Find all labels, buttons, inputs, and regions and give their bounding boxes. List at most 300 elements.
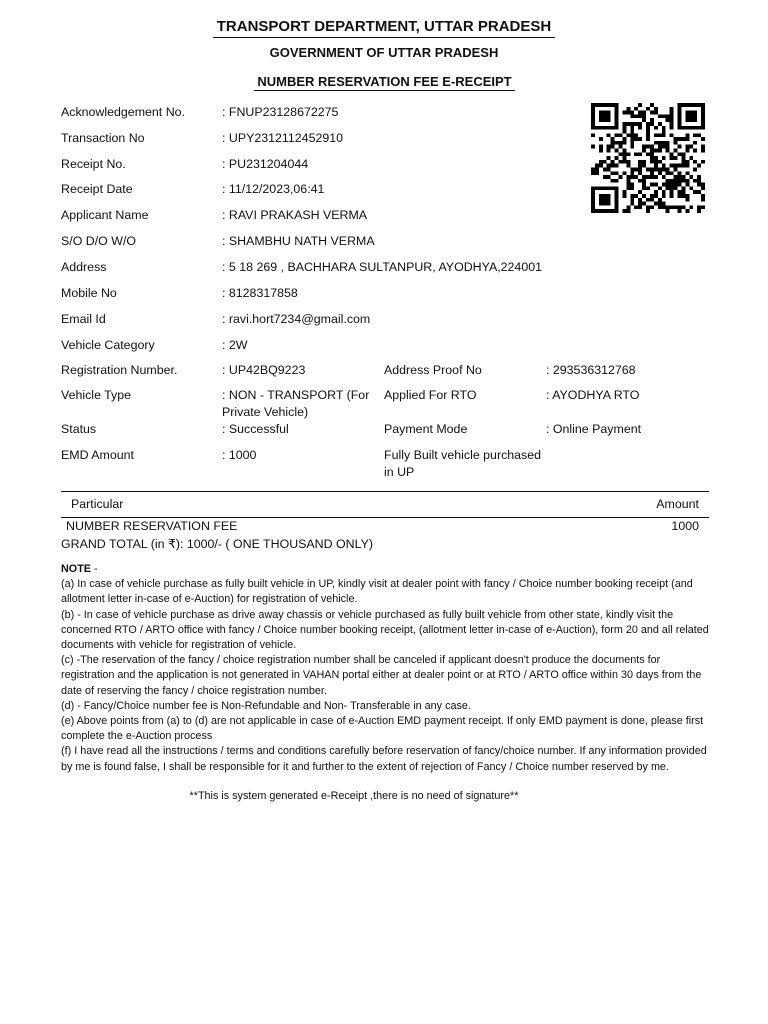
qr-module: [630, 194, 634, 198]
qr-module: [701, 111, 705, 115]
qr-module: [654, 164, 658, 168]
qr-module: [685, 145, 689, 149]
qr-module: [599, 118, 603, 122]
qr-module: [630, 171, 634, 175]
qr-module: [642, 145, 646, 149]
qr-module: [662, 141, 666, 145]
qr-module: [658, 149, 662, 153]
qr-module: [619, 145, 623, 149]
qr-module: [654, 183, 658, 187]
qr-module: [615, 205, 619, 209]
qr-module: [595, 103, 599, 107]
qr-module: [599, 186, 603, 190]
qr-module: [591, 202, 595, 206]
qr-module: [674, 149, 678, 153]
qr-module: [662, 205, 666, 209]
qr-module: [662, 190, 666, 194]
qr-module: [674, 137, 678, 141]
qr-module: [650, 149, 654, 153]
field-value: : 2W: [222, 338, 248, 352]
qr-module: [599, 164, 603, 168]
qr-module: [701, 114, 705, 118]
field-label: Vehicle Category: [61, 338, 155, 352]
qr-module: [662, 145, 666, 149]
qr-module: [642, 149, 646, 153]
qr-module: [634, 175, 638, 179]
qr-module: [607, 149, 611, 153]
qr-module: [654, 126, 658, 130]
qr-module: [642, 179, 646, 183]
qr-module: [685, 171, 689, 175]
note-item: (f) I have read all the instructions / terms and conditions carefully before reservation of fancy/choice number. If any information provided by me is found false, I shall be responsible for it and further to the extent of rejection of Fancy / Choice number reserved by me.: [61, 745, 707, 773]
qr-module: [611, 141, 615, 145]
qr-module: [603, 103, 607, 107]
qr-module: [685, 198, 689, 202]
qr-module: [677, 194, 681, 198]
qr-module: [622, 160, 626, 164]
notes-title: NOTE: [61, 563, 91, 575]
qr-module: [622, 152, 626, 156]
qr-module: [626, 175, 630, 179]
qr-module: [677, 126, 681, 130]
qr-module: [685, 160, 689, 164]
field-label: Address Proof No: [384, 363, 482, 377]
qr-module: [646, 198, 650, 202]
qr-module: [681, 190, 685, 194]
qr-module: [646, 107, 650, 111]
qr-module: [638, 190, 642, 194]
qr-module: [638, 137, 642, 141]
qr-module: [615, 156, 619, 160]
qr-module: [642, 164, 646, 168]
qr-module: [654, 133, 658, 137]
qr-module: [681, 179, 685, 183]
qr-module: [650, 103, 654, 107]
qr-module: [615, 209, 619, 213]
qr-module: [591, 194, 595, 198]
qr-module: [666, 179, 670, 183]
qr-module: [693, 160, 697, 164]
qr-module: [666, 183, 670, 187]
qr-module: [615, 202, 619, 206]
qr-module: [599, 126, 603, 130]
qr-module: [607, 202, 611, 206]
qr-module: [681, 152, 685, 156]
qr-module: [697, 126, 701, 130]
qr-module: [607, 164, 611, 168]
qr-module: [646, 209, 650, 213]
qr-module: [666, 209, 670, 213]
qr-module: [685, 209, 689, 213]
qr-module: [638, 179, 642, 183]
qr-module: [701, 137, 705, 141]
qr-module: [591, 186, 595, 190]
qr-module: [607, 186, 611, 190]
qr-module: [693, 126, 697, 130]
qr-module: [697, 179, 701, 183]
qr-module: [591, 126, 595, 130]
qr-module: [654, 160, 658, 164]
qr-module: [666, 141, 670, 145]
qr-module: [693, 141, 697, 145]
qr-module: [646, 175, 650, 179]
qr-module: [677, 164, 681, 168]
field-label: Status: [61, 422, 97, 436]
qr-module: [642, 118, 646, 122]
qr-module: [622, 190, 626, 194]
qr-module: [697, 103, 701, 107]
qr-module: [626, 152, 630, 156]
qr-code-icon: [591, 103, 705, 213]
qr-module: [626, 186, 630, 190]
qr-module: [685, 137, 689, 141]
qr-module: [603, 202, 607, 206]
qr-module: [615, 141, 619, 145]
qr-module: [595, 209, 599, 213]
qr-module: [638, 171, 642, 175]
qr-module: [611, 209, 615, 213]
qr-module: [662, 164, 666, 168]
qr-module: [693, 190, 697, 194]
qr-module: [697, 183, 701, 187]
qr-module: [615, 133, 619, 137]
qr-module: [646, 145, 650, 149]
qr-module: [677, 179, 681, 183]
qr-module: [677, 171, 681, 175]
qr-module: [603, 111, 607, 115]
qr-module: [599, 145, 603, 149]
qr-module: [662, 175, 666, 179]
table-cell-amount: 1000: [671, 519, 699, 533]
qr-module: [630, 145, 634, 149]
qr-module: [701, 186, 705, 190]
qr-module: [622, 171, 626, 175]
note-item: (d) - Fancy/Choice number fee is Non-Refundable and Non- Transferable in any case.: [61, 699, 471, 712]
field-value: : NON - TRANSPORT (For Private Vehicle): [222, 388, 370, 419]
qr-module: [607, 198, 611, 202]
qr-module: [646, 122, 650, 126]
qr-module: [626, 133, 630, 137]
qr-module: [689, 156, 693, 160]
qr-module: [591, 133, 595, 137]
qr-module: [591, 145, 595, 149]
qr-module: [630, 133, 634, 137]
qr-module: [670, 114, 674, 118]
qr-module: [693, 111, 697, 115]
qr-module: [638, 152, 642, 156]
qr-module: [607, 133, 611, 137]
qr-module: [681, 175, 685, 179]
qr-module: [697, 190, 701, 194]
qr-module: [701, 118, 705, 122]
government-subtitle: GOVERNMENT OF UTTAR PRADESH: [269, 45, 499, 60]
qr-module: [638, 198, 642, 202]
qr-module: [611, 137, 615, 141]
qr-module: [697, 164, 701, 168]
qr-module: [689, 111, 693, 115]
qr-module: [599, 194, 603, 198]
qr-module: [646, 126, 650, 130]
qr-module: [662, 194, 666, 198]
qr-module: [677, 103, 681, 107]
field-value: : 8128317858: [222, 286, 298, 300]
qr-module: [595, 164, 599, 168]
qr-module: [615, 103, 619, 107]
qr-module: [638, 202, 642, 206]
qr-module: [681, 156, 685, 160]
qr-module: [681, 160, 685, 164]
qr-module: [630, 183, 634, 187]
qr-module: [622, 122, 626, 126]
qr-module: [666, 205, 670, 209]
qr-module: [654, 167, 658, 171]
field-value: : UP42BQ9223: [222, 363, 306, 377]
qr-module: [622, 141, 626, 145]
qr-module: [595, 126, 599, 130]
qr-module: [677, 190, 681, 194]
qr-module: [638, 164, 642, 168]
qr-module: [693, 114, 697, 118]
qr-module: [642, 183, 646, 187]
qr-module: [685, 194, 689, 198]
qr-module: [650, 183, 654, 187]
qr-module: [685, 133, 689, 137]
qr-module: [630, 111, 634, 115]
qr-module: [634, 137, 638, 141]
qr-module: [619, 133, 623, 137]
qr-module: [681, 103, 685, 107]
qr-module: [622, 137, 626, 141]
qr-module: [685, 103, 689, 107]
field-value: : 11/12/2023,06:41: [222, 182, 325, 196]
qr-module: [670, 183, 674, 187]
qr-module: [615, 114, 619, 118]
qr-module: [666, 149, 670, 153]
qr-module: [654, 190, 658, 194]
qr-module: [591, 198, 595, 202]
field-label: Transaction No: [61, 131, 145, 145]
qr-module: [603, 118, 607, 122]
qr-module: [591, 205, 595, 209]
qr-module: [662, 126, 666, 130]
field-label: Email Id: [61, 312, 106, 326]
qr-module: [638, 114, 642, 118]
qr-module: [701, 183, 705, 187]
qr-module: [658, 160, 662, 164]
field-value: : ravi.hort7234@gmail.com: [222, 312, 371, 326]
qr-module: [607, 194, 611, 198]
table-top-border: [61, 491, 709, 492]
qr-module: [650, 175, 654, 179]
qr-module: [650, 145, 654, 149]
qr-module: [607, 103, 611, 107]
qr-module: [658, 167, 662, 171]
qr-module: [622, 194, 626, 198]
qr-module: [677, 183, 681, 187]
qr-module: [670, 133, 674, 137]
qr-module: [650, 167, 654, 171]
qr-module: [662, 156, 666, 160]
qr-module: [622, 126, 626, 130]
qr-module: [674, 167, 678, 171]
qr-module: [603, 167, 607, 171]
qr-module: [642, 202, 646, 206]
qr-module: [615, 190, 619, 194]
qr-module: [677, 107, 681, 111]
qr-module: [607, 114, 611, 118]
qr-module: [622, 149, 626, 153]
field-value: : Online Payment: [546, 422, 642, 436]
qr-module: [697, 205, 701, 209]
qr-module: [693, 149, 697, 153]
notes-heading: [61, 562, 711, 577]
qr-module: [666, 114, 670, 118]
qr-module: [677, 122, 681, 126]
qr-module: [607, 111, 611, 115]
table-header-particular: Particular: [71, 497, 124, 511]
qr-module: [654, 194, 658, 198]
field-value: : FNUP23128672275: [222, 105, 339, 119]
note-item: (b) - In case of vehicle purchase as drive away chassis or vehicle purchased as fully built vehicle from other state, kindly visit the concerned RTO / ARTO office with fancy / Choice number booking receipt, (allotment letter in-case of e-Auction), form 20 and all related documents with vehicle for registration of vehicle.: [61, 608, 709, 652]
qr-module: [638, 103, 642, 107]
qr-module: [685, 126, 689, 130]
qr-module: [638, 160, 642, 164]
field-value: : SHAMBHU NATH VERMA: [222, 234, 375, 248]
qr-module: [677, 152, 681, 156]
receipt-title: NUMBER RESERVATION FEE E-RECEIPT: [254, 74, 515, 91]
qr-module: [607, 145, 611, 149]
qr-module: [658, 114, 662, 118]
grand-total: GRAND TOTAL (in ₹): 1000/- ( ONE THOUSAND ONLY): [61, 537, 373, 551]
qr-module: [677, 209, 681, 213]
qr-module: [650, 194, 654, 198]
qr-module: [630, 122, 634, 126]
qr-module: [642, 114, 646, 118]
qr-module: [693, 133, 697, 137]
qr-module: [595, 167, 599, 171]
qr-module: [677, 114, 681, 118]
qr-module: [634, 205, 638, 209]
qr-module: [685, 118, 689, 122]
qr-module: [670, 126, 674, 130]
qr-module: [662, 167, 666, 171]
field-label: Receipt Date: [61, 182, 133, 196]
qr-module: [650, 156, 654, 160]
qr-module: [646, 130, 650, 134]
qr-module: [666, 118, 670, 122]
qr-module: [681, 126, 685, 130]
qr-module: [650, 122, 654, 126]
qr-module: [599, 149, 603, 153]
table-cell-particular: NUMBER RESERVATION FEE: [66, 519, 238, 533]
field-label: Payment Mode: [384, 422, 468, 436]
qr-module: [611, 186, 615, 190]
qr-module: [622, 209, 626, 213]
qr-module: [681, 205, 685, 209]
qr-module: [626, 160, 630, 164]
qr-module: [615, 122, 619, 126]
table-header-amount: Amount: [656, 497, 699, 511]
field-value: : UPY2312112452910: [222, 131, 344, 145]
qr-module: [662, 133, 666, 137]
qr-module: [658, 133, 662, 137]
qr-module: [642, 186, 646, 190]
field-label: S/O D/O W/O: [61, 234, 137, 248]
qr-module: [658, 141, 662, 145]
qr-module: [607, 126, 611, 130]
qr-module: [615, 126, 619, 130]
qr-module: [685, 114, 689, 118]
qr-module: [599, 111, 603, 115]
qr-module: [591, 122, 595, 126]
field-value: : PU231204044: [222, 157, 309, 171]
qr-module: [662, 202, 666, 206]
qr-module: [615, 198, 619, 202]
qr-module: [607, 118, 611, 122]
qr-module: [689, 145, 693, 149]
qr-module: [654, 107, 658, 111]
qr-module: [701, 103, 705, 107]
qr-module: [670, 171, 674, 175]
qr-module: [650, 205, 654, 209]
qr-module: [681, 164, 685, 168]
qr-module: [603, 126, 607, 130]
qr-module: [626, 111, 630, 115]
qr-module: [693, 167, 697, 171]
note-item: (e) Above points from (a) to (d) are not applicable in case of e-Auction EMD payment receipt. If only EMD payment is done, please first complete the e-Auction process: [61, 715, 704, 743]
qr-module: [630, 175, 634, 179]
qr-module: [599, 137, 603, 141]
field-label: Applied For RTO: [384, 388, 477, 402]
qr-module: [599, 160, 603, 164]
qr-module: [615, 164, 619, 168]
qr-module: [689, 118, 693, 122]
field-label: Fully Built vehicle purchased in UP: [384, 448, 542, 479]
qr-module: [591, 103, 595, 107]
qr-module: [638, 122, 642, 126]
qr-module: [630, 167, 634, 171]
qr-module: [607, 175, 611, 179]
qr-module: [654, 156, 658, 160]
qr-module: [670, 179, 674, 183]
qr-module: [681, 186, 685, 190]
qr-module: [626, 107, 630, 111]
qr-module: [654, 141, 658, 145]
qr-module: [638, 126, 642, 130]
qr-module: [638, 111, 642, 115]
qr-module: [670, 164, 674, 168]
qr-module: [619, 141, 623, 145]
qr-module: [603, 114, 607, 118]
qr-module: [677, 175, 681, 179]
notes-section: [61, 562, 711, 775]
qr-module: [685, 149, 689, 153]
qr-module: [626, 205, 630, 209]
qr-module: [611, 160, 615, 164]
qr-module: [666, 145, 670, 149]
qr-module: [689, 126, 693, 130]
qr-module: [689, 114, 693, 118]
qr-module: [611, 103, 615, 107]
qr-module: [615, 194, 619, 198]
qr-module: [701, 194, 705, 198]
qr-module: [701, 145, 705, 149]
qr-module: [642, 111, 646, 115]
qr-module: [658, 122, 662, 126]
field-value: : 293536312768: [546, 363, 636, 377]
qr-module: [670, 107, 674, 111]
qr-module: [603, 160, 607, 164]
